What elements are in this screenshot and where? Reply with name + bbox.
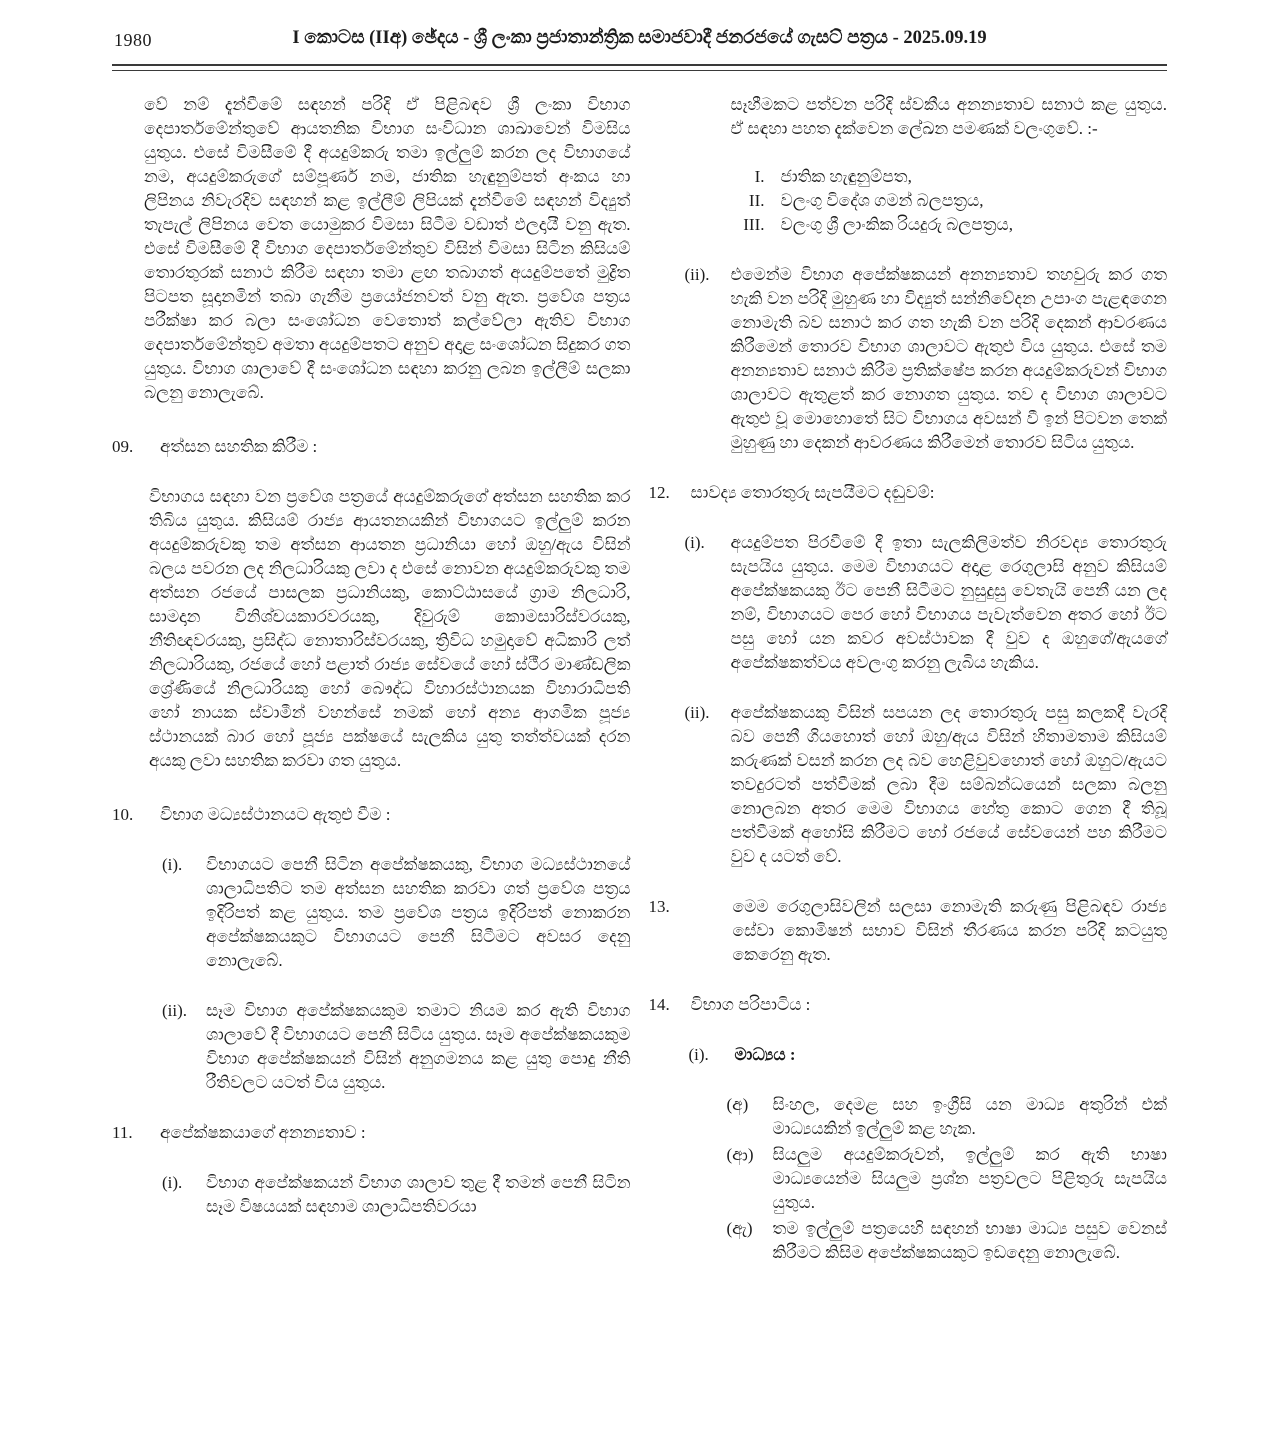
medium-option-a-label: (අ) xyxy=(726,1095,749,1114)
medium-option-ae xyxy=(727,1217,1168,1265)
item-11-title: අපේක්ෂකයාගේ අනන්‍යතාව : xyxy=(160,1123,366,1142)
list-item-numeral: III. xyxy=(743,215,765,234)
item-12-title: සාවද්‍ය තොරතුරු සැපයීමට දඬුවම්: xyxy=(690,483,935,502)
item-10-sub-i xyxy=(162,853,631,973)
item-09-body: විභාගය සඳහා වන ප්‍රවේශ පත්‍රයේ අයදුම්කරුගේ අත්සන සහතික කර තිබිය යුතුය. කිසියම් රාජ්‍ය ආයතනයකින් විභාගයට ඉල්ලුම් කරන අයදුම්කරුවකු තම අත්සන ආයතන ප්‍රධානියා හෝ ඔහු/ඇය විසින් බලය පවරන ලද නිලධාරියකු ලවා ද එසේ නොවන අයදුම්කරුවකු තම අත්සන රජයේ පාසලක ප්‍රධානියකු, කොට්ඨාසයේ ග්‍රාම නිලධාරි, සාමදාන විනිශ්චයකාරවරයකු, දිවුරුම් කොමසාරිස්වරයකු, නීතිඥවරයකු, ප්‍රසිද්ධ නොතාරිස්වරයකු, ත්‍රිවිධ හමුදාවේ අධිකාරි ලත් නිලධාරියකු, රජයේ හෝ පළාත් රාජ්‍ය සේවයේ හෝ ස්ථීර මාණ්ඩලික ශ්‍රේණියේ නිලධාරියකු හෝ බෞද්ධ විහාරස්ථානයක විහාරාධිපති හෝ නායක ස්වාමීන් වහන්සේ නමක් හෝ අන්‍ය ආගමික පූජ්‍ය ස්ථානයක් බාර හෝ පූජ්‍ය පක්ෂයේ සැලකිය යුතු තත්ත්වයක් දරන අයකු ලවා සහතික කරවා ගත යුතුය. xyxy=(149,487,631,770)
item-11-sub-i-label: (i). xyxy=(162,1173,183,1192)
item-12-sub-i-label: (i). xyxy=(684,533,705,552)
list-item-numeral: II. xyxy=(748,191,765,210)
two-column-body xyxy=(112,93,1167,1267)
continuation-paragraph: වේ නම් දැන්වීමේ සඳහන් පරිදි ඒ පිළිබඳව ශ්‍රී ලංකා විභාග දෙපාර්තමේන්තුවේ ආයතනික විභාග සංවිධාන ශාඛාවෙන් විමසිය යුතුය. එසේ විමසීමේ දී අයදුම්කරු තමා ඉල්ලුම් කරන ලද විභාගයේ නම, අයදුම්කරුගේ සම්පූර්ණ නම, ජාතික හැඳුනුම්පත් අංකය හා ලිපිනය නිවැරදිව සඳහන් කළ ඉල්ලීම් ලිපියක් දැන්වීමේ සඳහන් විද්‍යුත් තැපැල් ලිපිනය වෙත යොමුකර විමසා සිටීම වඩාත් ඵලදායී වනු ඇත. එසේ විමසීමේ දී විභාග දෙපාර්තමේන්තුව විසින් විමසා සිටින කිසියම් තොරතුරක් සනාථ කිරීම සඳහා තමා ළඟ තබාගත් අයදුම්පතේ මුද්‍රිත පිටපත සූදානමින් තබා ගැනීම ප්‍රයෝජනවත් වනු ඇත. ප්‍රවේශ පත්‍රය පරීක්ෂා කර බලා සංශෝධන වෙතොත් කල්වේලා ඇතිව විභාග දෙපාර්තමේන්තුව අමතා අයදුම්පතට අනුව අදාළ සංශෝධන සිදුකර ගත යුතුය. විභාග ශාලාවේ දී සංශෝධන සඳහා කරනු ලබන ඉල්ලීම් සලකා බලනු නොලැබේ. xyxy=(144,95,631,402)
item-14-title: විභාග පරිපාටිය : xyxy=(690,995,811,1014)
item-13-body: මෙම රෙගුලාසිවලින් සලසා නොමැති කරුණු පිළිබඳව රාජ්‍ය සේවා කොමිෂන් සභාව විසින් තීරණය කරන පරිදි කටයුතු කෙරෙනු ඇත. xyxy=(732,897,1167,964)
gazette-header-title: I කොටස (IIඅ) ඡේදය - ශ්‍රී ලංකා ප්‍රජාතාන්ත්‍රික සමාජවාදී ජනරජයේ ගැසට් පත්‍රය - 2025.09.19 xyxy=(292,28,987,48)
list-item-text: වලංගු ශ්‍රී ලාංකික රියදුරු බලපත්‍රය, xyxy=(780,215,1013,234)
item-10-heading xyxy=(112,803,631,827)
medium-option-aa-label: (ආ) xyxy=(726,1145,754,1164)
item-10-title: විභාග මධ්‍යස්ථානයට ඇතුළු වීම : xyxy=(160,805,391,824)
item-11-sub-i xyxy=(162,1171,631,1219)
list-item xyxy=(731,165,1168,189)
item-12-sub-i xyxy=(685,531,1168,675)
item-10-sub-ii xyxy=(162,999,631,1095)
item-14-sub-i-heading xyxy=(689,1043,1168,1067)
left-column xyxy=(112,93,631,1267)
item-12-heading xyxy=(649,481,1168,505)
item-09-title: අත්සන සහතික කිරීම : xyxy=(160,437,318,456)
page-header xyxy=(112,26,1167,56)
item-10-number: 10. xyxy=(112,805,134,824)
list-item-numeral: I. xyxy=(754,167,765,186)
medium-option-aa xyxy=(727,1143,1168,1215)
medium-option-ae-text: තම ඉල්ලුම් පත්‍රයෙහි සඳහන් භාෂා මාධ්‍ය පසුව වෙනස් කිරීමට කිසිම අපේක්ෂකයකුට ඉඩදෙනු නොලැබේ. xyxy=(772,1219,1167,1262)
item-12-sub-ii-text: අපේක්ෂකයකු විසින් සපයන ලද තොරතුරු පසු කලකදී වැරදි බව පෙනී ගියහොත් හෝ ඔහු/ඇය විසින් හිතාමතාම කිසියම් කරුණක් වසන් කරන ලද බව හෙළිවුවහොත් හෝ ඔහුට/ඇයට තවදුරටත් පත්වීමක් ලබා දීම සම්බන්ධයෙන් සලකා බලනු නොලබන අතර මෙම විභාගය හේතු කොට ගෙන දී තිබූ පත්වීමක් අහෝසි කිරීමට හෝ රජයේ සේවයෙන් පහ කිරීමට වුව ද යටත් වේ. xyxy=(730,703,1167,866)
item-11-heading xyxy=(112,1121,631,1145)
page-number: 1980 xyxy=(114,30,152,50)
item-09-heading xyxy=(112,435,631,459)
item-13 xyxy=(649,895,1168,967)
header-rule xyxy=(112,64,1167,71)
item-10-sub-ii-text: සෑම විභාග අපේක්ෂකයකුම තමාට නියම කර ඇති විභාග ශාලාවේ දී විභාගයට පෙනී සිටිය යුතුය. සෑම අපේක්ෂකයකුම විභාග අපේක්ෂකයන් විසින් අනුගමනය කළ යුතු පොදු නීති රීතිවලට යටත් විය යුතුය. xyxy=(206,1001,631,1092)
item-11-number: 11. xyxy=(112,1123,133,1142)
right-continuation-paragraph: සෑහීමකට පත්වන පරිදි ස්වකීය අනන්‍යතාව සනාථ කළ යුතුය. ඒ සඳහා පහත දැක්වෙන ලේඛන පමණක් වලංගුවේ. :- xyxy=(730,95,1167,138)
list-item xyxy=(731,189,1168,213)
item-12-sub-ii xyxy=(685,701,1168,869)
item-14-number: 14. xyxy=(648,995,670,1014)
medium-option-ae-label: (ඇ) xyxy=(726,1219,753,1238)
item-09-number: 09. xyxy=(112,437,134,456)
medium-option-a xyxy=(727,1093,1168,1141)
medium-option-a-text: සිංහල, දෙමළ සහ ඉංග්‍රීසි යන මාධ්‍ය අතුරින් එක් මාධ්‍යයකින් ඉල්ලුම් කළ හැක. xyxy=(772,1095,1167,1138)
item-12-sub-ii-label: (ii). xyxy=(684,703,710,722)
list-item-text: ජාතික හැඳුනුම්පත, xyxy=(780,167,912,186)
medium-option-aa-text: සියලුම අයදුම්කරුවන්, ඉල්ලුම් කර ඇති භාෂා මාධ්‍යයෙන්ම සියලුම ප්‍රශ්න පත්‍රවලට පිළිතුරු සැපයිය යුතුය. xyxy=(772,1145,1167,1212)
item-14-sub-i-title: මාධ්‍යය : xyxy=(734,1045,796,1064)
right-column xyxy=(649,93,1168,1267)
item-10-sub-ii-label: (ii). xyxy=(162,1001,188,1020)
item-10-sub-i-label: (i). xyxy=(162,855,183,874)
item-14-heading xyxy=(649,993,1168,1017)
identity-document-list xyxy=(731,165,1168,237)
item-11-sub-ii-label: (ii). xyxy=(684,265,710,284)
item-12-number: 12. xyxy=(648,483,670,502)
list-item xyxy=(731,213,1168,237)
item-10-sub-i-text: විභාගයට පෙනී සිටින අපේක්ෂකයකු, විභාග මධ්‍යස්ථානයේ ශාලාධිපතිට තම අත්සන සහතික කරවා ගත් ප්‍රවේශ පත්‍රය ඉදිරිපත් කළ යුතුය. තම ප්‍රවේශ පත්‍රය ඉදිරිපත් නොකරන අපේක්ෂකයකුට විභාගයට පෙනී සිටීමට අවසර දෙනු නොලැබේ. xyxy=(206,855,631,970)
item-13-number: 13. xyxy=(648,897,670,916)
item-11-sub-ii xyxy=(685,263,1168,455)
item-14-sub-i-label: (i). xyxy=(688,1045,709,1064)
item-12-sub-i-text: අයදුම්පත පිරවීමේ දී ඉතා සැලකිලිමත්ව නිරවද්‍ය තොරතුරු සැපයිය යුතුය. මෙම විභාගයට අදාළ රෙගුලාසි අනුව කිසියම් අපේක්ෂකයකු ඊට පෙනී සිටීමට නුසුදුසු වෙතැයි පෙනී යන ලද නම්, විභාගයට පෙර හෝ විභාගය පැවැත්වෙන අතර හෝ ඊට පසු හෝ යන කවර අවස්ථාවක දී වුව ද ඔහුගේ/ඇයගේ අපේක්ෂකත්වය අවලංගු කරනු ලැබිය හැකිය. xyxy=(730,533,1167,672)
list-item-text: වලංගු විදේශ ගමන් බලපත්‍රය, xyxy=(780,191,984,210)
item-11-sub-ii-text: එමෙන්ම විභාග අපේක්ෂකයන් අනන්‍යතාව තහවුරු කර ගත හැකි වන පරිදි මුහුණ හා විද්‍යුත් සන්නිවේදන උපාංග පැළඳගෙන නොමැති බව සනාථ කර ගත හැකි වන පරිදි දෙකන් ආවරණය කිරීමෙන් තොරව විභාග ශාලාවට ඇතුළු විය යුතුය. එසේ තම අනන්‍යතාව සනාථ කිරීම ප්‍රතික්ෂේප කරන අයදුම්කරුවන් විභාග ශාලාවට ඇතුළත් කර නොගත යුතුය. තව ද විභාග ශාලාවට ඇතුළු වූ මොහොතේ සිට විභාගය අවසන් වී ඉන් පිටවන තෙක් මුහුණු හා දෙකන් ආවරණය කිරීමෙන් තොරව සිටිය යුතුය. xyxy=(730,265,1167,452)
item-11-sub-i-text: විභාග අපේක්ෂකයන් විභාග ශාලාව තුළ දී තමන් පෙනී සිටින සෑම විෂයයක් සඳහාම ශාලාධිපතිවරයා xyxy=(206,1173,631,1216)
